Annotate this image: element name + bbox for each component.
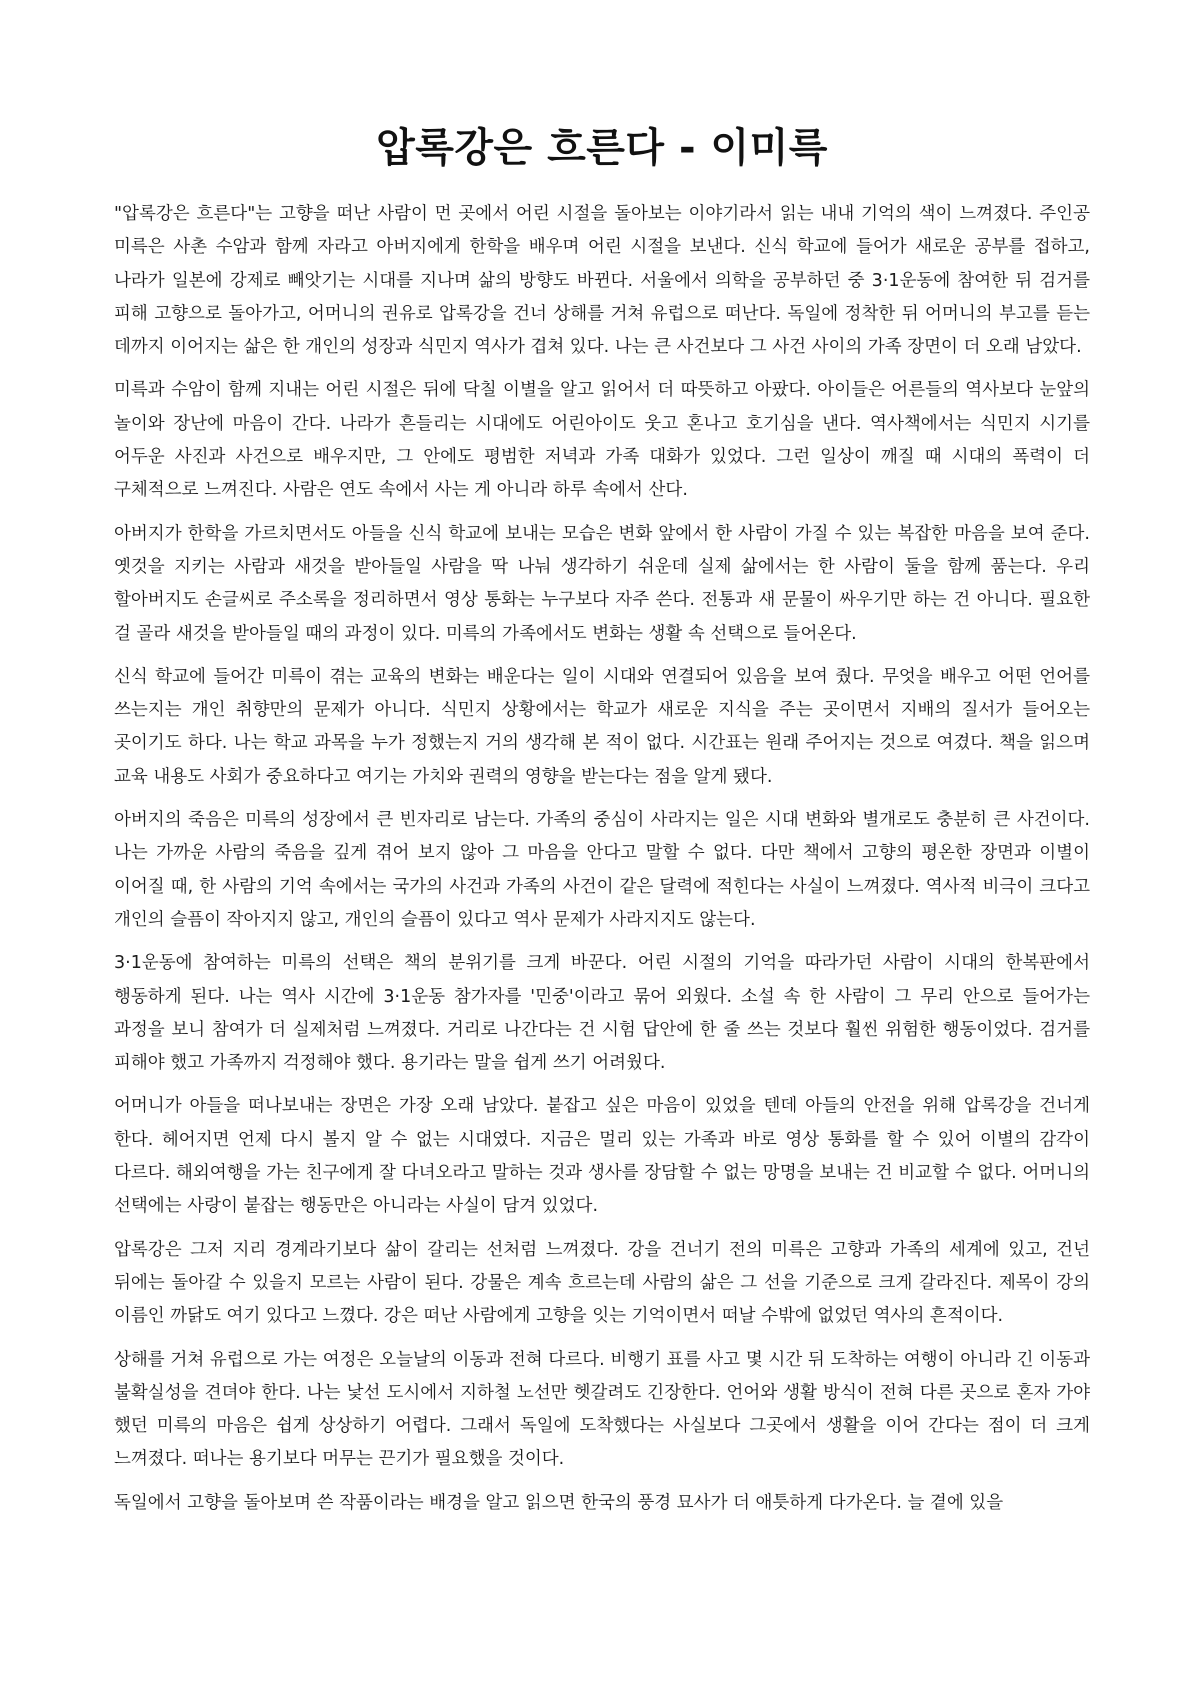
paragraph: 상해를 거쳐 유럽으로 가는 여정은 오늘날의 이동과 전혀 다르다. 비행기 표를 사고 몇 시간 뒤 도착하는 여행이 아니라 긴 이동과 불확실성을 견뎌야 한다. 나는 낯선 도시에서 지하철 노선만 헷갈려도 긴장한다. 언어와 생활 방식이 전혀 다른 곳으로 혼자 가야 했던 미륵의 마음은 쉽게 상상하기 어렵다. 그래서 독일에 도착했다는 사실보다 그곳에서 생활을 이어 간다는 점이 더 크게 느껴졌다. 떠나는 용기보다 머무는 끈기가 필요했을 것이다.: [114, 1349, 1090, 1470]
paragraph: "압록강은 흐른다"는 고향을 떠난 사람이 먼 곳에서 어린 시절을 돌아보는 이야기라서 읽는 내내 기억의 색이 느껴졌다. 주인공 미륵은 사촌 수암과 함께 자라고 아버지에게 한학을 배우며 어린 시절을 보낸다. 신식 학교에 들어가 새로운 공부를 접하고, 나라가 일본에 강제로 빼앗기는 시대를 지나며 삶의 방향도 바뀐다. 서울에서 의학을 공부하던 중 3·1운동에 참여한 뒤 검거를 피해 고향으로 돌아가고, 어머니의 권유로 압록강을 건너 상해를 거쳐 유럽으로 떠난다. 독일에 정착한 뒤 어머니의 부고를 듣는 데까지 이어지는 삶은 한 개인의 성장과 식민지 역사가 겹쳐 있다. 나는 큰 사건보다 그 사건 사이의 가족 장면이 더 오래 남았다.: [114, 204, 1090, 358]
paragraph: 아버지가 한학을 가르치면서도 아들을 신식 학교에 보내는 모습은 변화 앞에서 한 사람이 가질 수 있는 복잡한 마음을 보여 준다. 옛것을 지키는 사람과 새것을 받아들일 사람을 딱 나눠 생각하기 쉬운데 실제 삶에서는 한 사람이 둘을 함께 품는다. 우리 할아버지도 손글씨로 주소록을 정리하면서 영상 통화는 누구보다 자주 쓴다. 전통과 새 문물이 싸우기만 하는 건 아니다. 필요한 걸 골라 새것을 받아들일 때의 과정이 있다. 미륵의 가족에서도 변화는 생활 속 선택으로 들어온다.: [114, 523, 1090, 644]
paragraph: 3·1운동에 참여하는 미륵의 선택은 책의 분위기를 크게 바꾼다. 어린 시절의 기억을 따라가던 사람이 시대의 한복판에서 행동하게 된다. 나는 역사 시간에 3·1운동 참가자를 '민중'이라고 묶어 외웠다. 소설 속 한 사람이 그 무리 안으로 들어가는 과정을 보니 참여가 더 실제처럼 느껴졌다. 거리로 나간다는 건 시험 답안에 한 줄 쓰는 것보다 훨씬 위험한 행동이었다. 검거를 피해야 했고 가족까지 걱정해야 했다. 용기라는 말을 쉽게 쓰기 어려웠다.: [114, 953, 1090, 1074]
document-title: 압록강은 흐른다 - 이미륵: [376, 125, 828, 171]
paragraph: 아버지의 죽음은 미륵의 성장에서 큰 빈자리로 남는다. 가족의 중심이 사라지는 일은 시대 변화와 별개로도 충분히 큰 사건이다. 나는 가까운 사람의 죽음을 깊게 겪어 보지 않아 그 마음을 안다고 말할 수 없다. 다만 책에서 고향의 평온한 장면과 이별이 이어질 때, 한 사람의 기억 속에서는 국가의 사건과 가족의 사건이 같은 달력에 적힌다는 사실이 느껴졌다. 역사적 비극이 크다고 개인의 슬픔이 작아지지 않고, 개인의 슬픔이 있다고 역사 문제가 사라지지도 않는다.: [114, 810, 1090, 930]
paragraph: 독일에서 고향을 돌아보며 쓴 작품이라는 배경을 알고 읽으면 한국의 풍경 묘사가 더 애틋하게 다가온다. 늘 곁에 있을: [114, 1492, 1004, 1513]
paragraph: 신식 학교에 들어간 미륵이 겪는 교육의 변화는 배운다는 일이 시대와 연결되어 있음을 보여 줬다. 무엇을 배우고 어떤 언어를 쓰는지는 개인 취향만의 문제가 아니다. 식민지 상황에서는 학교가 새로운 지식을 주는 곳이면서 지배의 질서가 들어오는 곳이기도 하다. 나는 학교 과목을 누가 정했는지 거의 생각해 본 적이 없다. 시간표는 원래 주어지는 것으로 여겼다. 책을 읽으며 교육 내용도 사회가 중요하다고 여기는 가치와 권력의 영향을 받는다는 점을 알게 됐다.: [114, 666, 1090, 787]
paragraph: 미륵과 수암이 함께 지내는 어린 시절은 뒤에 닥칠 이별을 알고 읽어서 더 따뜻하고 아팠다. 아이들은 어른들의 역사보다 눈앞의 놀이와 장난에 마음이 간다. 나라가 흔들리는 시대에도 어린아이도 웃고 혼나고 호기심을 낸다. 역사책에서는 식민지 시기를 어두운 사진과 사건으로 배우지만, 그 안에도 평범한 저녁과 가족 대화가 있었다. 그런 일상이 깨질 때 시대의 폭력이 더 구체적으로 느껴진다. 사람은 연도 속에서 사는 게 아니라 하루 속에서 산다.: [114, 380, 1090, 501]
document-body: [114, 198, 1090, 1520]
paragraph: 압록강은 그저 지리 경계라기보다 삶이 갈리는 선처럼 느껴졌다. 강을 건너기 전의 미륵은 고향과 가족의 세계에 있고, 건넌 뒤에는 돌아갈 수 있을지 모르는 사람이 된다. 강물은 계속 흐르는데 사람의 삶은 그 선을 기준으로 크게 갈라진다. 제목이 강의 이름인 까닭도 여기 있다고 느꼈다. 강은 떠난 사람에게 고향을 잇는 기억이면서 떠날 수밖에 없었던 역사의 흔적이다.: [114, 1239, 1090, 1327]
paragraph: 어머니가 아들을 떠나보내는 장면은 가장 오래 남았다. 붙잡고 싶은 마음이 있었을 텐데 아들의 안전을 위해 압록강을 건너게 한다. 헤어지면 언제 다시 볼지 알 수 없는 시대였다. 지금은 멀리 있는 가족과 바로 영상 통화를 할 수 있어 이별의 감각이 다르다. 해외여행을 가는 친구에게 잘 다녀오라고 말하는 것과 생사를 장담할 수 없는 망명을 보내는 건 비교할 수 없다. 어머니의 선택에는 사랑이 붙잡는 행동만은 아니라는 사실이 담겨 있었다.: [114, 1096, 1090, 1217]
